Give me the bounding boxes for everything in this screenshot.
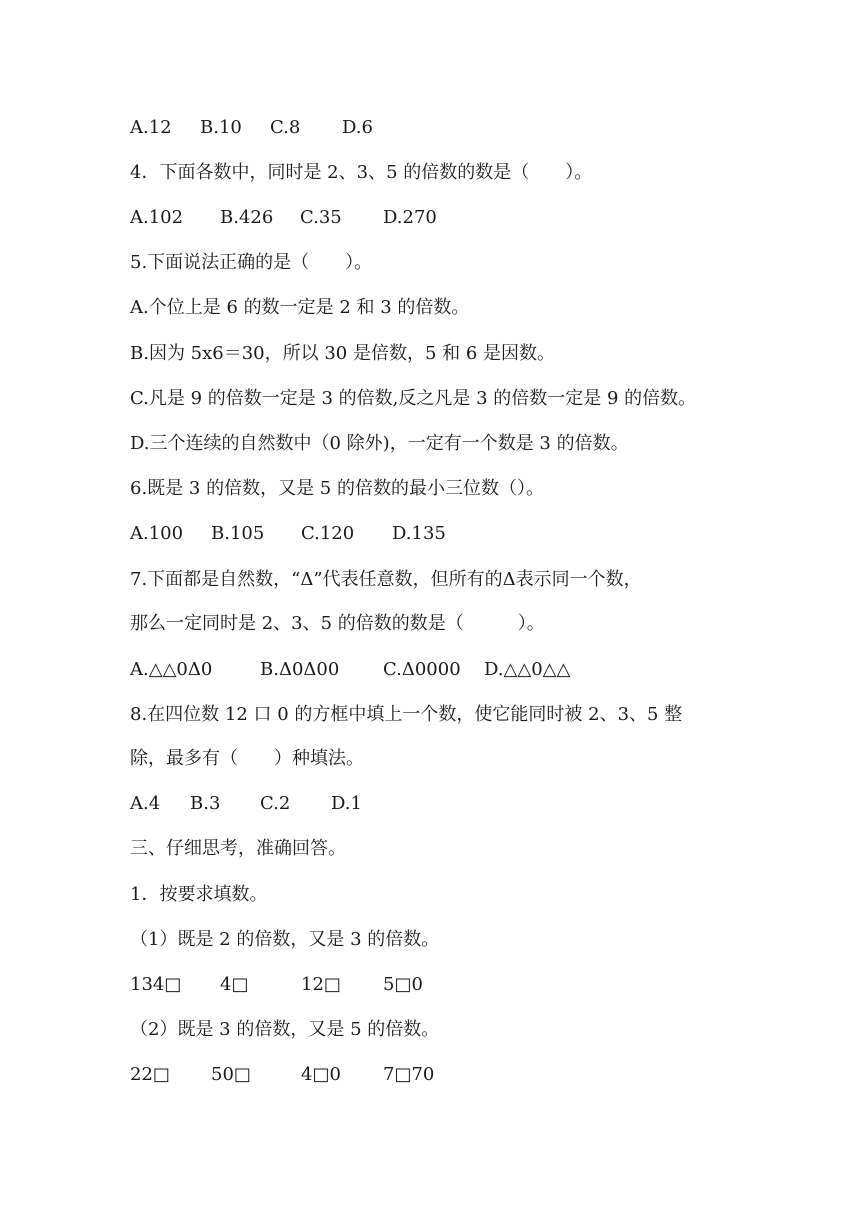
q8-option-b: B.3 — [190, 793, 221, 814]
q5-option-d: D.三个连续的自然数中（0 除外)，一定有一个数是 3 的倍数。 — [130, 433, 629, 454]
q6-stem: 6.既是 3 的倍数，又是 5 的倍数的最小三位数（）。 — [130, 478, 544, 499]
q6-option-b: B.105 — [211, 523, 265, 544]
q5-option-c: C.凡是 9 的倍数一定是 3 的倍数,反之凡是 3 的倍数一定是 9 的倍数。 — [130, 388, 697, 409]
s3-part1-item: 12□ — [301, 974, 341, 995]
section-heading: 三、仔细思考，准确回答。 — [130, 838, 346, 859]
q7-option-b: B.Δ0Δ00 — [260, 659, 340, 680]
q5-option-b: B.因为 5x6＝30，所以 30 是倍数，5 和 6 是因数。 — [130, 343, 556, 364]
q7-option-d: D.△△0△△ — [484, 659, 571, 680]
q8-option-a: A.4 — [130, 793, 161, 814]
q6-option-a: A.100 — [130, 523, 184, 544]
s3-part2-item: 22□ — [130, 1064, 170, 1085]
s3-part1-label: （1）既是 2 的倍数，又是 3 的倍数。 — [130, 929, 440, 950]
s3-part2-item: 50□ — [211, 1064, 251, 1085]
q4-option-a: A.102 — [130, 207, 184, 228]
q8-option-c: C.2 — [260, 793, 291, 814]
s3-part2-item: 4□0 — [301, 1064, 341, 1085]
q8-option-d: D.1 — [331, 793, 362, 814]
s3-part2-item: 7□70 — [383, 1064, 435, 1085]
q8-stem-line2: 除，最多有（ ）种填法。 — [130, 748, 364, 769]
q7-stem-line1: 7.下面都是自然数，“Δ”代表任意数，但所有的Δ表示同一个数， — [130, 569, 642, 590]
q5-stem: 5.下面说法正确的是（ ）。 — [130, 252, 373, 273]
q4-option-b: B.426 — [220, 207, 274, 228]
s3-q1-stem: 1．按要求填数。 — [130, 884, 268, 905]
s3-part2-label: （2）既是 3 的倍数，又是 5 的倍数。 — [130, 1019, 440, 1040]
q4-stem: 4．下面各数中，同时是 2、3、5 的倍数的数是（ ）。 — [130, 162, 593, 183]
q3-option-b: B.10 — [200, 117, 242, 138]
q5-option-a: A.个位上是 6 的数一定是 2 和 3 的倍数。 — [130, 297, 470, 318]
q4-option-d: D.270 — [383, 207, 437, 228]
q3-option-a: A.12 — [130, 117, 172, 138]
s3-part1-item: 134□ — [130, 974, 182, 995]
q3-option-d: D.6 — [342, 117, 373, 138]
q6-option-d: D.135 — [392, 523, 446, 544]
q7-stem-line2: 那么一定同时是 2、3、5 的倍数的数是（ ）。 — [130, 613, 545, 634]
s3-part1-item: 5□0 — [383, 974, 423, 995]
q7-option-c: C.Δ0000 — [383, 659, 461, 680]
q7-option-a: A.△△0Δ0 — [130, 659, 213, 680]
q3-option-c: C.8 — [270, 117, 301, 138]
q6-option-c: C.120 — [301, 523, 355, 544]
q4-option-c: C.35 — [300, 207, 342, 228]
q8-stem-line1: 8.在四位数 12 口 0 的方框中填上一个数，使它能同时被 2、3、5 整 — [130, 704, 683, 725]
s3-part1-item: 4□ — [220, 974, 249, 995]
